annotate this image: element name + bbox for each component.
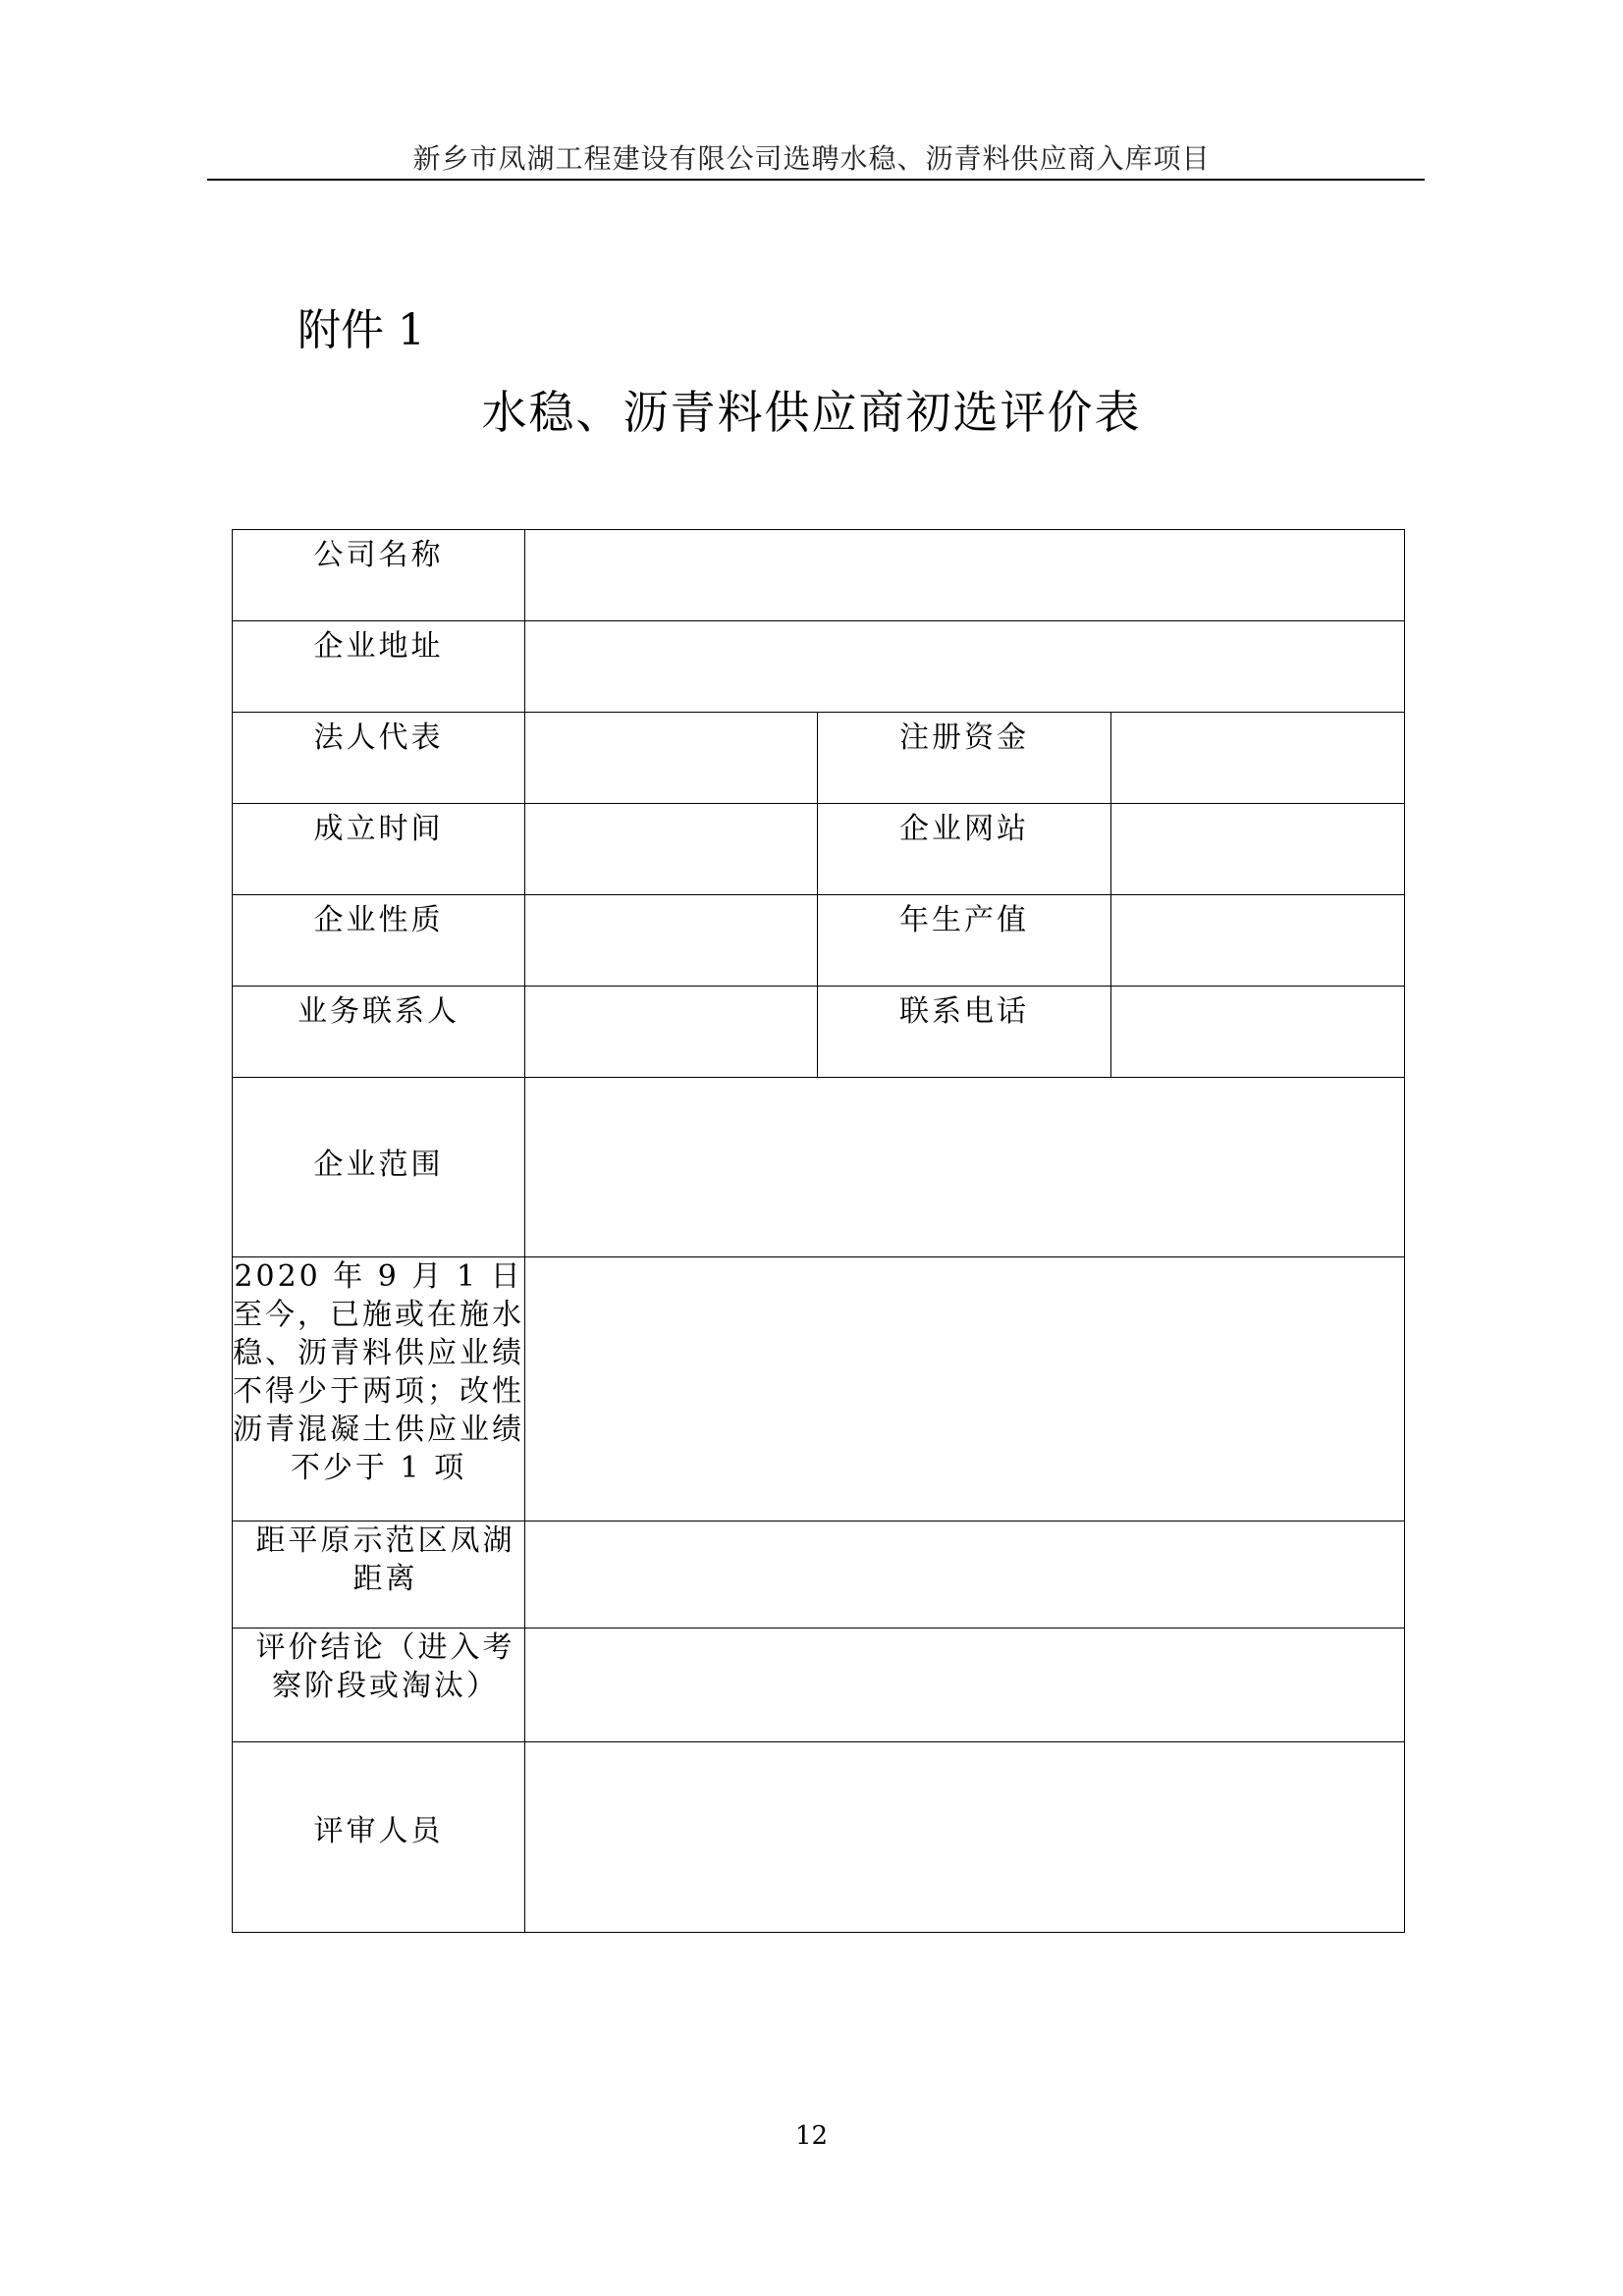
field-established-date[interactable] xyxy=(525,804,818,895)
field-distance[interactable] xyxy=(525,1522,1405,1629)
label-annual-output: 年生产值 xyxy=(818,895,1111,987)
row-contact xyxy=(233,987,1405,1078)
label-established-date: 成立时间 xyxy=(233,804,525,895)
label-conclusion: 评价结论（进入考察阶段或淘汰） xyxy=(233,1629,525,1742)
row-conclusion xyxy=(233,1629,1405,1742)
field-nature[interactable] xyxy=(525,895,818,987)
label-legal-rep: 法人代表 xyxy=(233,713,525,804)
field-reviewers[interactable] xyxy=(525,1742,1405,1933)
row-reviewers xyxy=(233,1742,1405,1933)
field-business-scope[interactable] xyxy=(525,1078,1405,1257)
attachment-label: 附件 1 xyxy=(298,305,425,355)
row-company-name xyxy=(233,530,1405,621)
row-business-scope xyxy=(233,1078,1405,1257)
label-nature: 企业性质 xyxy=(233,895,525,987)
label-registered-capital: 注册资金 xyxy=(818,713,1111,804)
field-registered-capital[interactable] xyxy=(1111,713,1405,804)
field-conclusion[interactable] xyxy=(525,1629,1405,1742)
label-reviewers: 评审人员 xyxy=(233,1742,525,1933)
label-contact-phone: 联系电话 xyxy=(818,987,1111,1078)
row-nature xyxy=(233,895,1405,987)
label-company-name: 公司名称 xyxy=(233,530,525,621)
evaluation-form-table xyxy=(232,529,1405,1933)
row-established xyxy=(233,804,1405,895)
row-legal-rep xyxy=(233,713,1405,804)
document-title: 水稳、沥青料供应商初选评价表 xyxy=(481,386,1142,439)
label-company-address: 企业地址 xyxy=(233,621,525,713)
field-contact-phone[interactable] xyxy=(1111,987,1405,1078)
field-company-address[interactable] xyxy=(525,621,1405,713)
field-website[interactable] xyxy=(1111,804,1405,895)
label-website: 企业网站 xyxy=(818,804,1111,895)
field-annual-output[interactable] xyxy=(1111,895,1405,987)
row-distance xyxy=(233,1522,1405,1629)
page-number: 12 xyxy=(794,2121,829,2151)
label-business-scope: 企业范围 xyxy=(233,1078,525,1257)
row-performance xyxy=(233,1257,1405,1522)
label-distance: 距平原示范区凤湖距离 xyxy=(233,1522,525,1629)
field-company-name[interactable] xyxy=(525,530,1405,621)
field-legal-rep[interactable] xyxy=(525,713,818,804)
field-performance[interactable] xyxy=(525,1257,1405,1522)
row-company-address xyxy=(233,621,1405,713)
label-performance: 2020 年 9 月 1 日至今，已施或在施水稳、沥青料供应业绩不得少于两项；改性沥青混凝土供应业绩不少于 1 项 xyxy=(233,1257,525,1522)
field-business-contact[interactable] xyxy=(525,987,818,1078)
label-business-contact: 业务联系人 xyxy=(233,987,525,1078)
header-divider xyxy=(207,179,1425,181)
running-header: 新乡市凤湖工程建设有限公司选聘水稳、沥青料供应商入库项目 xyxy=(412,142,1211,175)
